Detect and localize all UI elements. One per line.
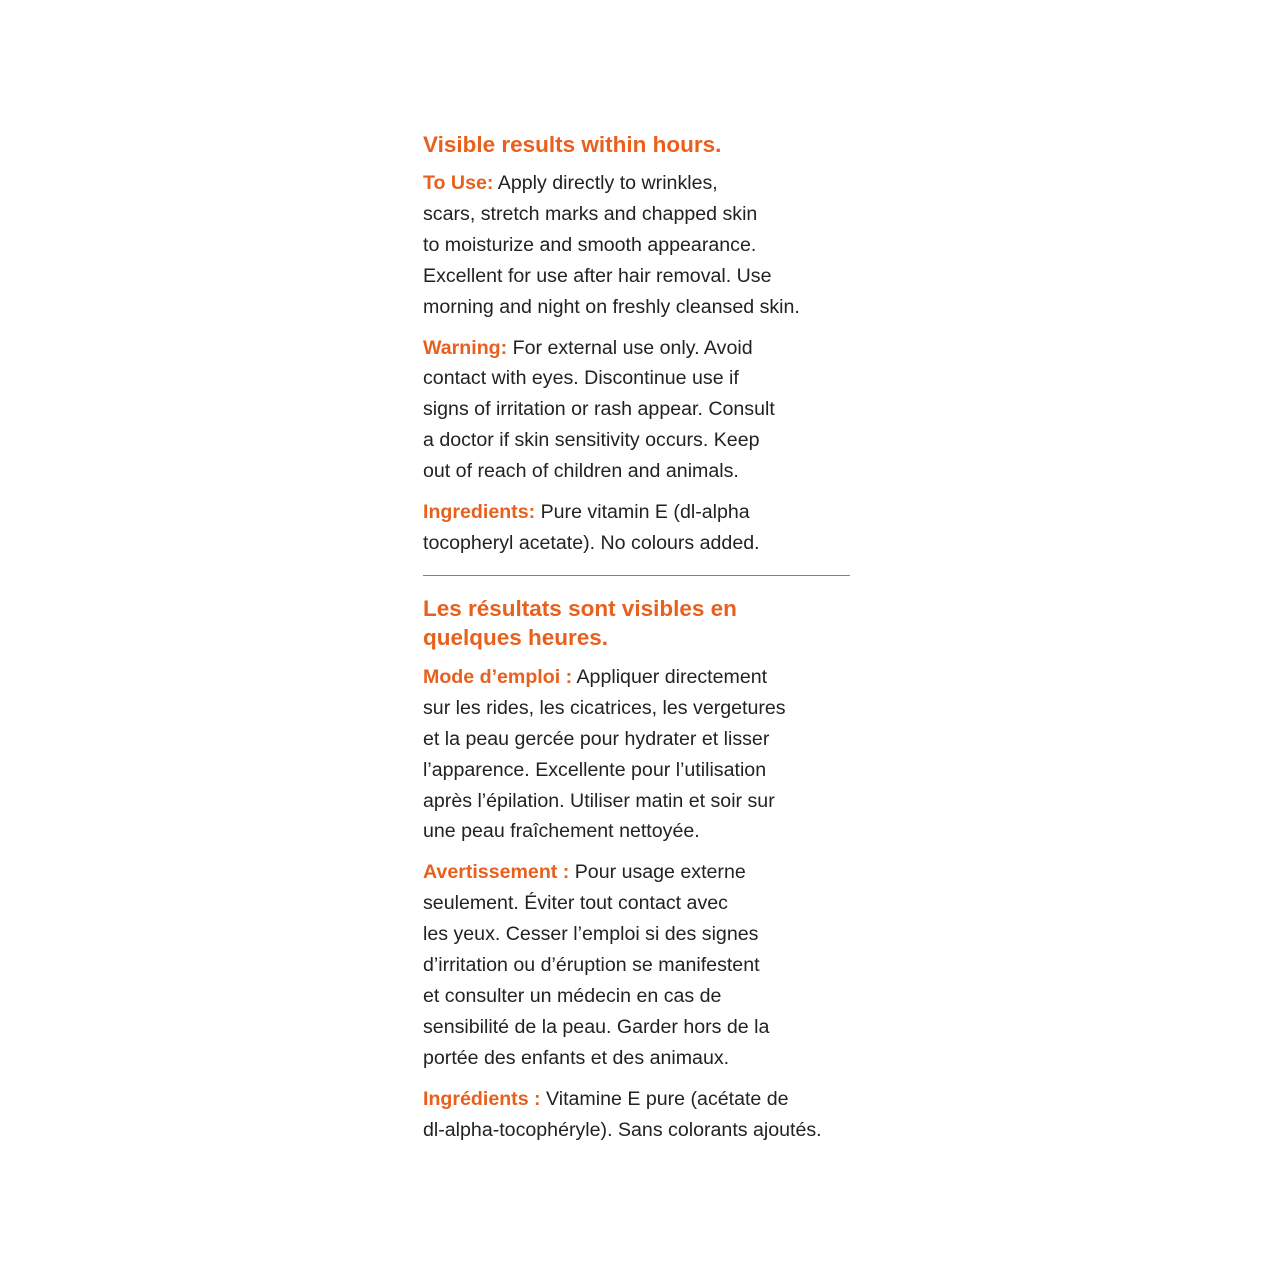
paragraph-line: seulement. Éviter tout contact avec: [423, 892, 728, 915]
avertissement-label: Avertissement :: [423, 861, 570, 884]
paragraph-line: Excellent for use after hair removal. Use: [423, 264, 772, 287]
french-ingredients-paragraph: [423, 1084, 853, 1146]
french-avertissement-paragraph: [423, 857, 853, 1073]
french-heading: [423, 594, 853, 652]
paragraph-text: Apply directly to wrinkles,: [493, 172, 718, 194]
paragraph-line: et la peau gercée pour hydrater et lisser: [423, 727, 770, 750]
ingredients-fr-label: Ingrédients :: [423, 1087, 541, 1110]
paragraph-text: Vitamine E pure (acétate de: [540, 1087, 789, 1110]
product-label-panel: [423, 128, 853, 1145]
paragraph-line: to moisturize and smooth appearance.: [423, 233, 757, 256]
paragraph-line: out of reach of children and animals.: [423, 460, 739, 483]
paragraph-line: tocopheryl acetate). No colours added.: [423, 531, 760, 554]
paragraph-line: et consulter un médecin en cas de: [423, 984, 722, 1007]
paragraph-text: For external use only. Avoid: [507, 336, 753, 359]
paragraph-text: Appliquer directement: [572, 665, 768, 688]
mode-emploi-label: Mode d’emploi :: [423, 665, 573, 688]
ingredients-label: Ingredients:: [423, 501, 536, 524]
french-mode-emploi-paragraph: [423, 662, 853, 847]
paragraph-line: signs of irritation or rash appear. Consult: [423, 398, 775, 421]
paragraph-line: portée des enfants et des animaux.: [423, 1046, 730, 1069]
paragraph-line: [423, 497, 853, 528]
paragraph-line: dl-alpha-tocophéryle). Sans colorants ajoutés.: [423, 1118, 822, 1141]
warning-label: Warning:: [423, 336, 508, 359]
paragraph-line: sur les rides, les cicatrices, les vergetures: [423, 696, 786, 719]
english-ingredients-paragraph: [423, 497, 853, 559]
paragraph-line: une peau fraîchement nettoyée.: [423, 820, 700, 843]
paragraph-line: a doctor if skin sensitivity occurs. Keep: [423, 429, 760, 452]
paragraph-line: après l’épilation. Utiliser matin et soir sur: [423, 789, 775, 812]
paragraph-line: [423, 662, 853, 693]
english-to-use-paragraph: [423, 168, 853, 323]
english-heading: Visible results within hours.: [423, 132, 722, 157]
paragraph-line: d’irritation ou d’éruption se manifestent: [423, 954, 760, 977]
paragraph-line: l’apparence. Excellente pour l’utilisation: [423, 758, 767, 781]
heading-line: quelques heures.: [423, 624, 609, 650]
paragraph-line: scars, stretch marks and chapped skin: [423, 202, 758, 225]
paragraph-line: [423, 168, 853, 199]
section-divider: [423, 575, 850, 576]
paragraph-line: contact with eyes. Discontinue use if: [423, 367, 739, 390]
paragraph-line: sensibilité de la peau. Garder hors de la: [423, 1015, 770, 1038]
paragraph-line: [423, 333, 853, 364]
paragraph-text: Pour usage externe: [569, 861, 746, 884]
paragraph-text: Pure vitamin E (dl-alpha: [535, 501, 750, 524]
paragraph-line: [423, 1084, 853, 1115]
paragraph-line: [423, 857, 853, 888]
paragraph-line: les yeux. Cesser l’emploi si des signes: [423, 923, 759, 946]
paragraph-line: morning and night on freshly cleansed skin.: [423, 295, 800, 318]
heading-line: Les résultats sont visibles en: [423, 595, 737, 621]
english-warning-paragraph: [423, 333, 853, 488]
to-use-label: To Use:: [423, 172, 494, 194]
